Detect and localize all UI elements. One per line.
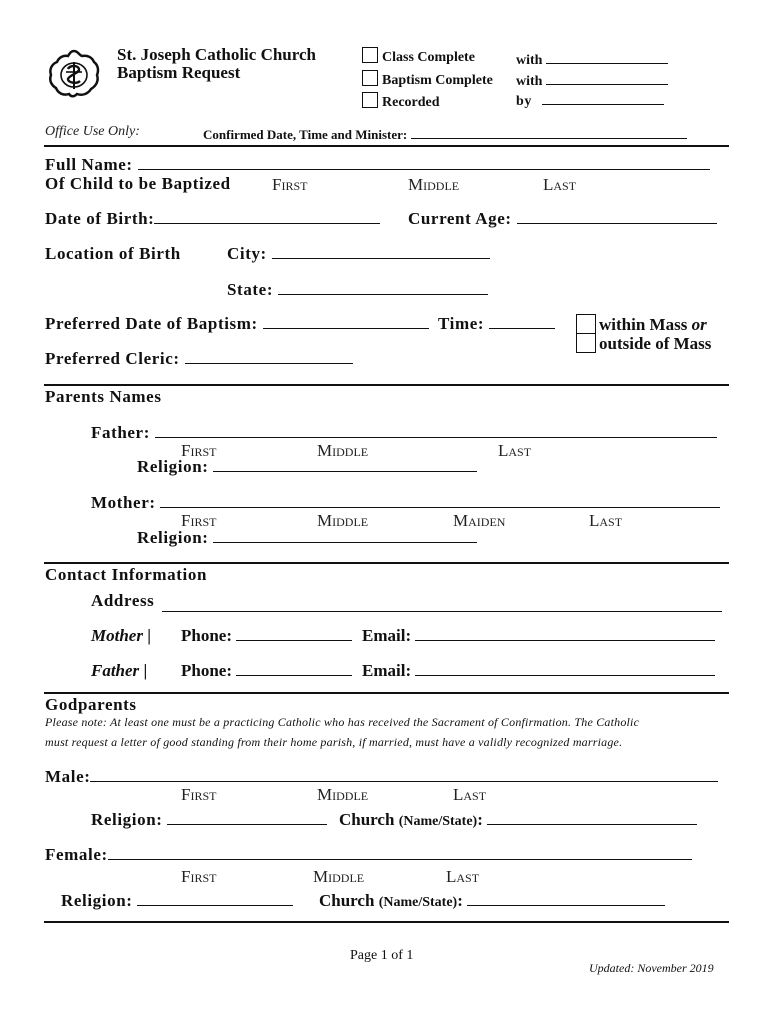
father-contact-label: Father | [91, 661, 148, 680]
preferred-cleric-field[interactable]: Preferred Cleric: [45, 349, 353, 369]
female-first-caption: First [181, 867, 217, 886]
male-church-field[interactable]: Church (Name/State): [339, 810, 697, 830]
male-first-caption: First [181, 785, 217, 804]
mother-email-field[interactable]: Email: [362, 626, 715, 646]
outside-mass-option[interactable]: outside of Mass [576, 333, 711, 354]
male-religion-field[interactable]: Religion: [91, 810, 327, 830]
recorded-option[interactable]: Recorded [362, 92, 440, 111]
church-logo-icon [47, 48, 101, 105]
by-field[interactable]: by [516, 90, 664, 110]
time-field[interactable]: Time: [438, 314, 555, 334]
form-title: Baptism Request [117, 63, 241, 82]
address-label: Address [91, 591, 155, 610]
mother-last-caption: Last [589, 511, 623, 530]
divider [44, 692, 729, 694]
father-last-caption: Last [498, 441, 532, 460]
female-church-field[interactable]: Church (Name/State): [319, 891, 665, 911]
divider [44, 384, 729, 386]
preferred-date-field[interactable]: Preferred Date of Baptism: [45, 314, 429, 334]
full-name-field[interactable]: Full Name: [45, 155, 710, 175]
godparents-section-title: Godparents [45, 695, 137, 714]
mother-religion-field[interactable]: Religion: [137, 528, 477, 548]
of-child-label: Of Child to be Baptized [45, 174, 231, 193]
female-last-caption: Last [446, 867, 480, 886]
mother-middle-caption: Middle [317, 511, 369, 530]
father-first-caption: First [181, 441, 217, 460]
within-mass-checkbox[interactable] [576, 314, 596, 334]
updated-date: Updated: November 2019 [589, 961, 714, 975]
baptism-complete-checkbox[interactable] [362, 70, 378, 86]
father-phone-field[interactable]: Phone: [181, 661, 352, 681]
name-last-caption: Last [543, 175, 577, 194]
parents-section-title: Parents Names [45, 387, 162, 406]
name-middle-caption: Middle [408, 175, 460, 194]
godparents-note-line1: Please note: At least one must be a practicing Catholic who has received the Sacrament of Confirmation. The Catholic [45, 715, 640, 729]
contact-section-title: Contact Information [45, 565, 208, 584]
godparents-note-line2: must request a letter of good standing from their home parish, if married, must have a validly recognized marriage. [45, 735, 623, 749]
female-middle-caption: Middle [313, 867, 365, 886]
father-middle-caption: Middle [317, 441, 369, 460]
father-email-field[interactable]: Email: [362, 661, 715, 681]
name-first-caption: First [272, 175, 308, 194]
female-godparent-field[interactable]: Female: [45, 845, 692, 865]
date-of-birth-field[interactable]: Date of Birth: [45, 209, 380, 229]
class-complete-checkbox[interactable] [362, 47, 378, 63]
current-age-field[interactable]: Current Age: [408, 209, 717, 229]
father-name-field[interactable]: Father: [91, 423, 717, 443]
mother-phone-field[interactable]: Phone: [181, 626, 352, 646]
divider [44, 145, 729, 147]
father-religion-field[interactable]: Religion: [137, 457, 477, 477]
divider [44, 921, 729, 923]
mother-maiden-caption: Maiden [453, 511, 506, 530]
location-of-birth-label: Location of Birth [45, 244, 181, 263]
confirmed-field[interactable]: Confirmed Date, Time and Minister: [203, 124, 687, 143]
office-use-label: Office Use Only: [45, 124, 140, 139]
outside-mass-checkbox[interactable] [576, 333, 596, 353]
church-name: St. Joseph Catholic Church [117, 45, 316, 64]
class-complete-option[interactable]: Class Complete [362, 47, 475, 66]
mother-name-field[interactable]: Mother: [91, 493, 720, 513]
page-number: Page 1 of 1 [350, 948, 414, 963]
divider [44, 562, 729, 564]
baptism-complete-option[interactable]: Baptism Complete [362, 70, 493, 89]
male-middle-caption: Middle [317, 785, 369, 804]
with-field-2[interactable]: with [516, 70, 668, 90]
male-last-caption: Last [453, 785, 487, 804]
recorded-checkbox[interactable] [362, 92, 378, 108]
within-mass-option[interactable]: within Mass or [576, 314, 707, 335]
address-input[interactable] [162, 597, 722, 617]
with-field-1[interactable]: with [516, 49, 668, 69]
male-godparent-field[interactable]: Male: [45, 767, 718, 787]
city-field[interactable]: City: [227, 244, 490, 264]
mother-first-caption: First [181, 511, 217, 530]
state-field[interactable]: State: [227, 280, 488, 300]
female-religion-field[interactable]: Religion: [61, 891, 293, 911]
mother-contact-label: Mother | [91, 626, 151, 645]
